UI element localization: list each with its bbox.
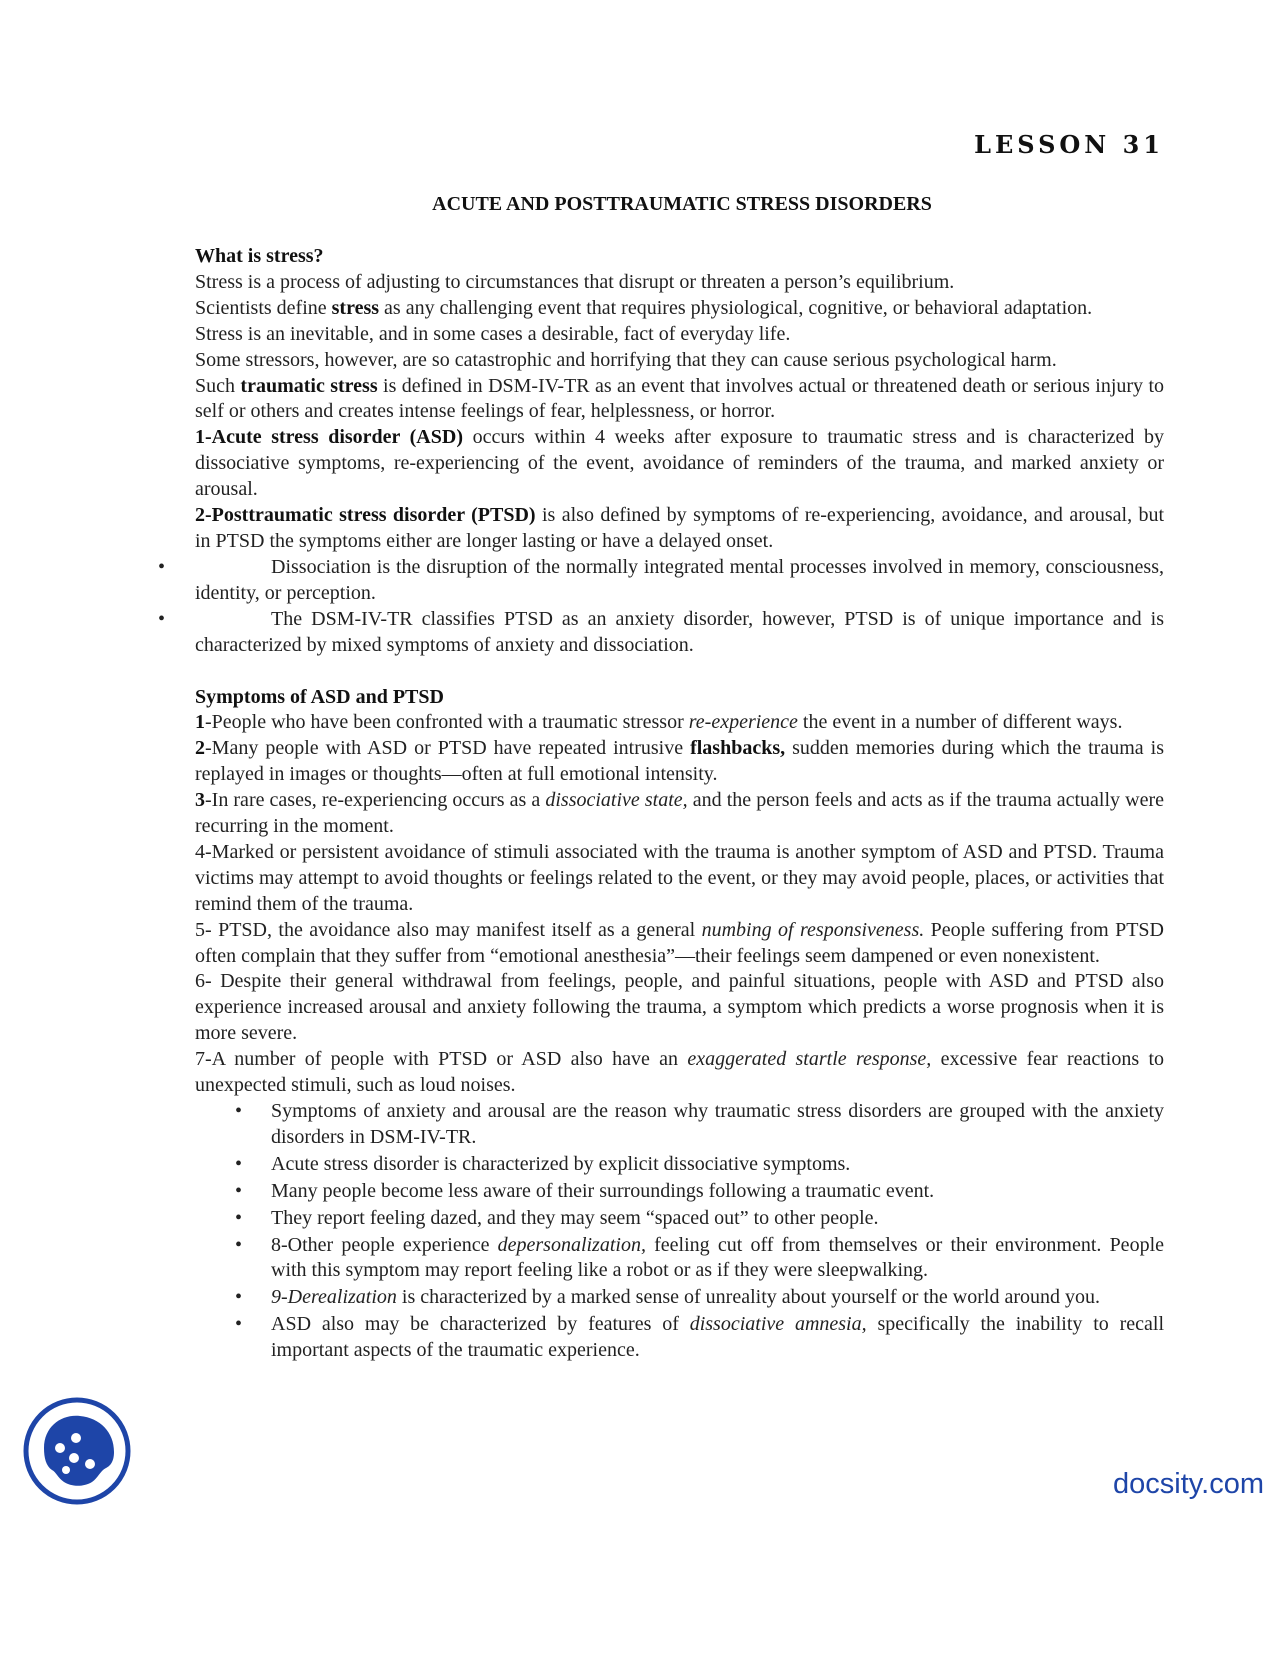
bullet-icon: • <box>235 1286 243 1309</box>
paragraph: Stress is an inevitable, and in some cases a desirable, fact of everyday life. <box>195 322 791 345</box>
list-item: • 9-Derealization is characterized by a marked sense of unreality about yourself or the world around you. <box>271 1285 1164 1311</box>
document-body <box>158 244 1165 1365</box>
bullet-icon: • <box>158 555 166 578</box>
docsity-logo-icon[interactable] <box>22 1396 132 1506</box>
paragraph: 7-A number of people with PTSD or ASD also have an exaggerated startle response, excessive fear reactions to unexpected stimuli, such as loud noises. <box>195 1048 1165 1097</box>
list-item: • ASD also may be characterized by features of dissociative amnesia, specifically the inability to recall important aspects of the traumatic experience. <box>235 1313 1165 1362</box>
page-title: ACUTE AND POSTTRAUMATIC STRESS DISORDERS <box>432 193 932 215</box>
lesson-number: LESSON 31 <box>974 130 1164 159</box>
bullet-icon: • <box>235 1100 243 1122</box>
section-heading-stress: What is stress? <box>195 245 324 267</box>
paragraph: 2-Many people with ASD or PTSD have repeated intrusive flashbacks, sudden memories during which the trauma is replayed in images or thoughts—often at full emotional intensity. <box>195 737 1164 786</box>
symptom-bullet-list <box>195 1099 1164 1364</box>
list-item: • Many people become less aware of their surroundings following a traumatic event. <box>271 1179 1164 1205</box>
section-heading-symptoms: Symptoms of ASD and PTSD <box>195 685 444 708</box>
paragraph: 5- PTSD, the avoidance also may manifest itself as a general numbing of responsiveness. People suffering from PTSD often complain that they suffer from “emotional anesthesia”—their feelings seem dampened or even nonexistent. <box>195 918 1164 967</box>
list-item: • Acute stress disorder is characterized by explicit dissociative symptoms. <box>271 1152 1164 1178</box>
list-item: • Symptoms of anxiety and arousal are the reason why traumatic stress disorders are grouped with the anxiety disorders in DSM-IV-TR. <box>235 1100 1164 1148</box>
paragraph-asd: 1-Acute stress disorder (ASD) occurs within 4 weeks after exposure to traumatic stress and is characterized by dissociative symptoms, re-experiencing of the event, avoidance of reminders of the trauma, and marked anxiety or arousal. <box>195 426 1164 501</box>
bullet-icon: • <box>235 1313 243 1336</box>
paragraph: Such traumatic stress is defined in DSM-IV-TR as an event that involves actual or threatened death or serious injury to self or others and creates intense feelings of fear, helplessness, or horror. <box>195 374 1164 423</box>
bullet-icon: • <box>235 1152 243 1175</box>
docsity-brand-link[interactable]: docsity.com <box>1113 1468 1264 1500</box>
paragraph: Some stressors, however, are so catastrophic and horrifying that they can cause serious psychological harm. <box>195 348 1057 371</box>
paragraph: Stress is a process of adjusting to circumstances that disrupt or threaten a person’s equilibrium. <box>195 270 955 293</box>
list-item: • They report feeling dazed, and they may seem “spaced out” to other people. <box>271 1206 1164 1232</box>
bullet-icon: • <box>235 1233 243 1256</box>
list-item: • The DSM-IV-TR classifies PTSD as an anxiety disorder, however, PTSD is of unique importance and is characterized by mixed symptoms of anxiety and dissociation. <box>158 607 1164 656</box>
paragraph: 6- Despite their general withdrawal from feelings, people, and painful situations, people with ASD and PTSD also experience increased arousal and anxiety following the trauma, a symptom which predicts a worse prognosis when it is more severe. <box>195 970 1164 1045</box>
paragraph-ptsd: 2-Posttraumatic stress disorder (PTSD) is also defined by symptoms of re-experiencing, avoidance, and arousal, but in PTSD the symptoms either are longer lasting or have a delayed onset. <box>195 504 1165 552</box>
paragraph: 4-Marked or persistent avoidance of stimuli associated with the trauma is another symptom of ASD and PTSD. Trauma victims may attempt to avoid thoughts or feelings related to the event, or they may avoid people, places, or activities that remind them of the trauma. <box>195 840 1164 915</box>
bullet-icon: • <box>235 1206 243 1229</box>
paragraph: 1-People who have been confronted with a traumatic stressor re-experience the event in a number of different ways. <box>195 711 1123 734</box>
list-item: • Dissociation is the disruption of the normally integrated mental processes involved in memory, consciousness, identity, or perception. <box>158 555 1164 604</box>
paragraph: 3-In rare cases, re-experiencing occurs as a dissociative state, and the person feels and acts as if the trauma actually were recurring in the moment. <box>195 789 1164 838</box>
list-item: • 8-Other people experience depersonalization, feeling cut off from themselves or their environment. People with this symptom may report feeling like a robot or as if they were sleepwalking. <box>235 1233 1164 1282</box>
docsity-logo-icon <box>22 1396 132 1506</box>
paragraph: Scientists define stress as any challenging event that requires physiological, cognitive, or behavioral adaptation. <box>195 296 1093 319</box>
bullet-icon: • <box>235 1179 243 1202</box>
bullet-icon: • <box>158 607 166 630</box>
